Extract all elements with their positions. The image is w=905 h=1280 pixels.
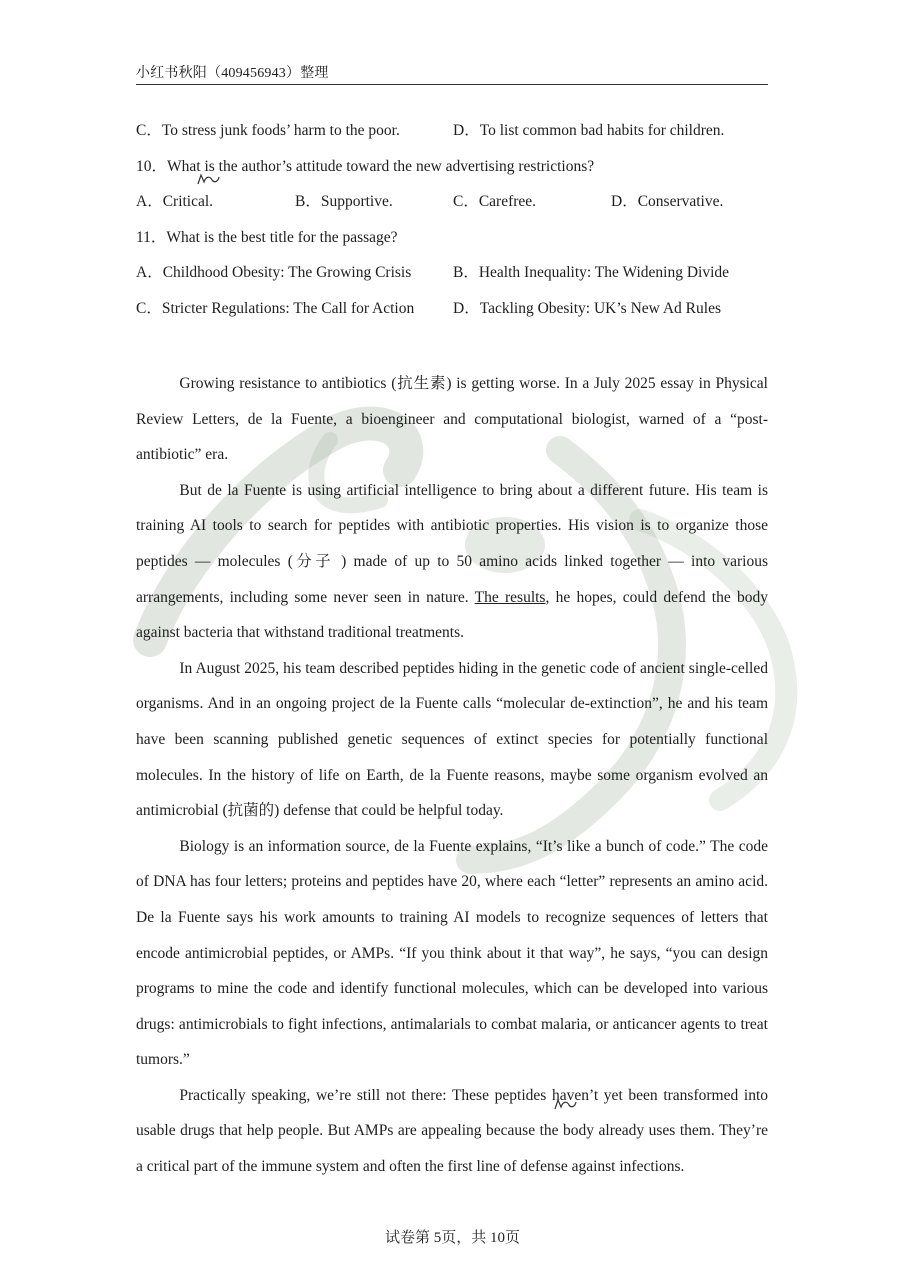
q11-option-d[interactable]: D．Tackling Obesity: UK’s New Ad Rules <box>453 300 721 317</box>
q11-option-a[interactable]: A．Childhood Obesity: The Growing Crisis <box>136 264 412 281</box>
q9-option-d[interactable]: D．To list common bad habits for children. <box>453 122 725 139</box>
q10-option-d[interactable]: D．Conservative. <box>611 193 724 210</box>
passage-paragraph-4: Biology is an information source, de la Fuente explains, “It’s like a bunch of code.” The code of DNA has four letters; proteins and peptides have 20, where each “letter” represents an amino acid. De la Fuente says his work amounts to training AI models to recognize sequences of letters that encode antimicrobial peptides, or AMPs. “If you think about it that way”, he says, “you can design programs to mine the code and identify functional molecules, which can be developed into various drugs: antimicrobials to fight infections, antimalarials to combat malaria, or anticancer agents to treat tumors.” <box>136 837 768 1069</box>
q10-option-b[interactable]: B．Supportive. <box>295 193 393 210</box>
q9-options-row <box>136 118 768 138</box>
passage-paragraph-5: Practically speaking, we’re still not there: These peptides haven’t yet been transformed into usable drugs that help people. But AMPs are appealing because the body already uses them. They’re a critical part of the immune system and often the first line of defense against infections. <box>136 1086 768 1176</box>
q10-question <box>136 154 768 174</box>
q11-options-row-1 <box>136 260 768 280</box>
q9-option-c[interactable]: C．To stress junk foods’ harm to the poor. <box>136 122 400 139</box>
header-rule <box>136 84 768 85</box>
q11-option-b[interactable]: B．Health Inequality: The Widening Divide <box>453 264 730 281</box>
passage-paragraph-3: In August 2025, his team described peptides hiding in the genetic code of ancient single-celled organisms. And in an ongoing project de la Fuente calls “molecular de-extinction”, he and his team have been scanning published genetic sequences of extinct species for potentially functional molecules. In the history of life on Earth, de la Fuente reasons, maybe some organism evolved an antimicrobial (抗菌的) defense that could be helpful today. <box>136 659 768 820</box>
q11-question-text: 11．What is the best title for the passage? <box>136 229 398 246</box>
q11-options-row-2 <box>136 296 768 316</box>
q10-option-a[interactable]: A．Critical. <box>136 193 214 210</box>
passage-paragraph-2-end: , he hopes, could defend the body against bacteria that withstand traditional treatments. <box>136 588 768 642</box>
page-header: 小红书秋阳（409456943）整理 <box>136 66 329 81</box>
page-footer: 试卷第 5页，共 10页 <box>384 1230 520 1246</box>
q11-option-c[interactable]: C．Stricter Regulations: The Call for Action <box>136 300 415 317</box>
passage-paragraph-1: Growing resistance to antibiotics (抗生素) is getting worse. In a July 2025 essay in Physical Review Letters, de la Fuente, a bioengineer and computational biologist, warned of a “post-antibiotic” era. <box>136 375 768 464</box>
q10-question-text: 10．What is the author’s attitude toward the new advertising restrictions? <box>136 158 595 175</box>
q11-question <box>136 225 768 245</box>
underlined-phrase: The results <box>474 588 546 606</box>
q10-option-c[interactable]: C．Carefree. <box>453 193 537 210</box>
passage-paragraph-2 <box>136 473 768 651</box>
passage-paragraph-2-start: But de la Fuente is using artificial intelligence to bring about a different future. His team is training AI tools to search for peptides with antibiotic properties. His vision is to organize those peptides — molecules (分子 ) made of up to 50 amino acids linked together — into various arrangements, including some never seen in nature. <box>136 481 768 606</box>
q10-options-row <box>136 189 768 209</box>
reading-passage <box>136 366 768 1185</box>
